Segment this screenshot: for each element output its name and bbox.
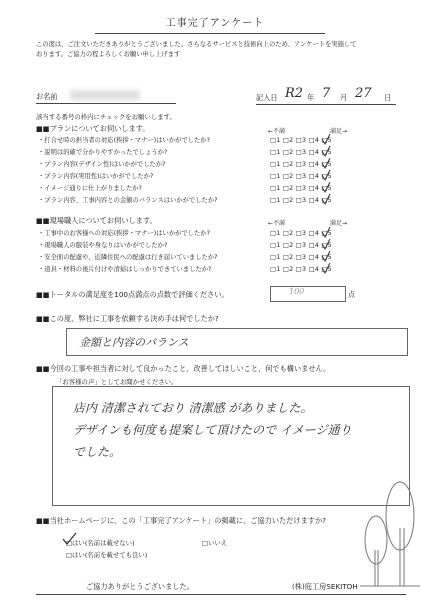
date-day: 27 [355, 86, 372, 101]
section1-item-1: ・打合せ時の担当者の対応(挨拶・マナー)はいかがでしたか? [38, 137, 210, 144]
footer-underline [36, 594, 406, 595]
voice-answer [73, 397, 352, 463]
section2-item-1: ・工事中のお客様への対応(挨拶・マナー)はいかがでしたか? [38, 230, 210, 237]
section1-options-5[interactable]: □1 □2 □3 □4 □5 [270, 185, 332, 192]
name-label: お名前 [36, 92, 58, 101]
intro-line-2: おります。ご協力の程よろしくお願い申し上げます [36, 50, 181, 58]
section1-check-marks [320, 132, 336, 212]
instruction-text: 該当する番号の枠内にチェックをお願いします。 [36, 113, 176, 121]
name-underline [36, 103, 176, 104]
date-month: 7 [322, 86, 331, 101]
section2-check-marks [320, 225, 336, 281]
section1-item-3: ・プラン内容(デザイン性)はいかがでしたか? [38, 161, 166, 168]
date-month-suffix: 月 [340, 93, 348, 102]
section1-options-3[interactable]: □1 □2 □3 □4 □5 [270, 161, 332, 168]
voice-label: 「お客様の声」としてお聞かせください。 [56, 378, 178, 386]
score-unit: 点 [348, 290, 356, 299]
section4-title: ■■この度、弊社に工事を依頼する決め手は何でしたか? [36, 314, 219, 323]
section1-item-2: ・説明は的確で分かりやすかったでしょうか? [38, 149, 168, 156]
publish-yes-anonymous[interactable]: □はい(名前は載せない) [66, 539, 135, 547]
decision-answer-box[interactable] [66, 328, 408, 356]
intro-line-1: この度は、ご注文いただきありがとうございました。さらなるサービスと技術向上のため、アンケートを実施して [36, 41, 357, 48]
date-day-suffix: 日 [384, 93, 392, 102]
section1-item-5: ・イメージ通りに仕上がりましたか? [38, 185, 142, 192]
publish-check-mark [60, 532, 80, 546]
page-title: 工事完了アンケート [165, 18, 265, 29]
footer-company: (株)庭工房SEKITOH [292, 582, 358, 591]
section5-title: ■■今回の工事や担当者に対して良かったこと、改善してほしいこと、何でも構いません。 [36, 364, 331, 373]
section2-options-3[interactable]: □1 □2 □3 □4 □5 [270, 254, 332, 261]
section1-options-4[interactable]: □1 □2 □3 □4 □5 [270, 173, 332, 180]
footer-thanks: ご協力ありがとうございました。 [86, 582, 194, 591]
section3-title: ■■トータルの満足度を100点満点の点数で評価ください。 [36, 290, 229, 299]
section2-scale-low: ←不満 [268, 220, 286, 227]
section2-options-1[interactable]: □1 □2 □3 □4 □5 [270, 230, 332, 237]
voice-answer-line-1: 店内 清潔されており 清潔感 がありました。 [73, 401, 313, 415]
section2-options-4[interactable]: □1 □2 □3 □4 □5 [270, 266, 332, 273]
title-underline [95, 33, 325, 34]
score-value: 100 [289, 287, 305, 296]
section1-scale-high: 満足→ [330, 128, 348, 135]
section2-item-3: ・安全面の配慮や、近隣住民への配慮は行き届いていましたか? [38, 254, 218, 261]
date-year-suffix: 年 [307, 93, 315, 102]
section1-scale-low: ←不満 [268, 128, 286, 135]
section2-item-4: ・道具・材料の後片付けや清掃はしっかりできていましたか? [38, 266, 212, 273]
date-underline [256, 104, 396, 105]
date-era: R2 [285, 86, 304, 101]
date-label: 記入日 [256, 93, 278, 102]
section1-options-1[interactable]: □1 □2 □3 □4 □5 [270, 137, 332, 144]
section2-scale-high: 満足→ [330, 220, 348, 227]
section1-options-2[interactable]: □1 □2 □3 □4 □5 [270, 149, 332, 156]
name-redacted [70, 90, 140, 100]
publish-no[interactable]: □いいえ [202, 539, 228, 547]
section1-item-4: ・プラン内容(実用性)はいかがでしたか? [38, 173, 154, 180]
voice-answer-line-3: でした。 [73, 445, 122, 459]
publish-yes-named[interactable]: □はい(名前を載せても良い) [66, 551, 148, 559]
intro-text [36, 40, 416, 59]
section6-title: ■■当社ホームページに、この「工事完了アンケート」の掲載に、ご協力いただけますか? [36, 516, 326, 525]
voice-answer-box[interactable] [52, 386, 410, 506]
section1-options-6[interactable]: □1 □2 □3 □4 □5 [270, 197, 332, 204]
section1-title: ■■プランについてお伺いします。 [36, 124, 150, 133]
decision-answer: 金額と内容のバランス [79, 336, 189, 349]
section2-item-2: ・現場職人の服装や身なりはいかがでしたか? [38, 242, 168, 249]
voice-answer-line-2: デザインも何度も提案して頂けたので イメージ通り [73, 423, 352, 437]
section2-title: ■■現場職人についてお伺いします。 [36, 216, 157, 225]
section1-item-6: ・プラン内容、工事内容との金額のバランスはいかがでしたか? [38, 197, 218, 204]
section2-options-2[interactable]: □1 □2 □3 □4 □5 [270, 242, 332, 249]
tree-illustration [360, 478, 420, 590]
score-box[interactable] [270, 286, 346, 302]
